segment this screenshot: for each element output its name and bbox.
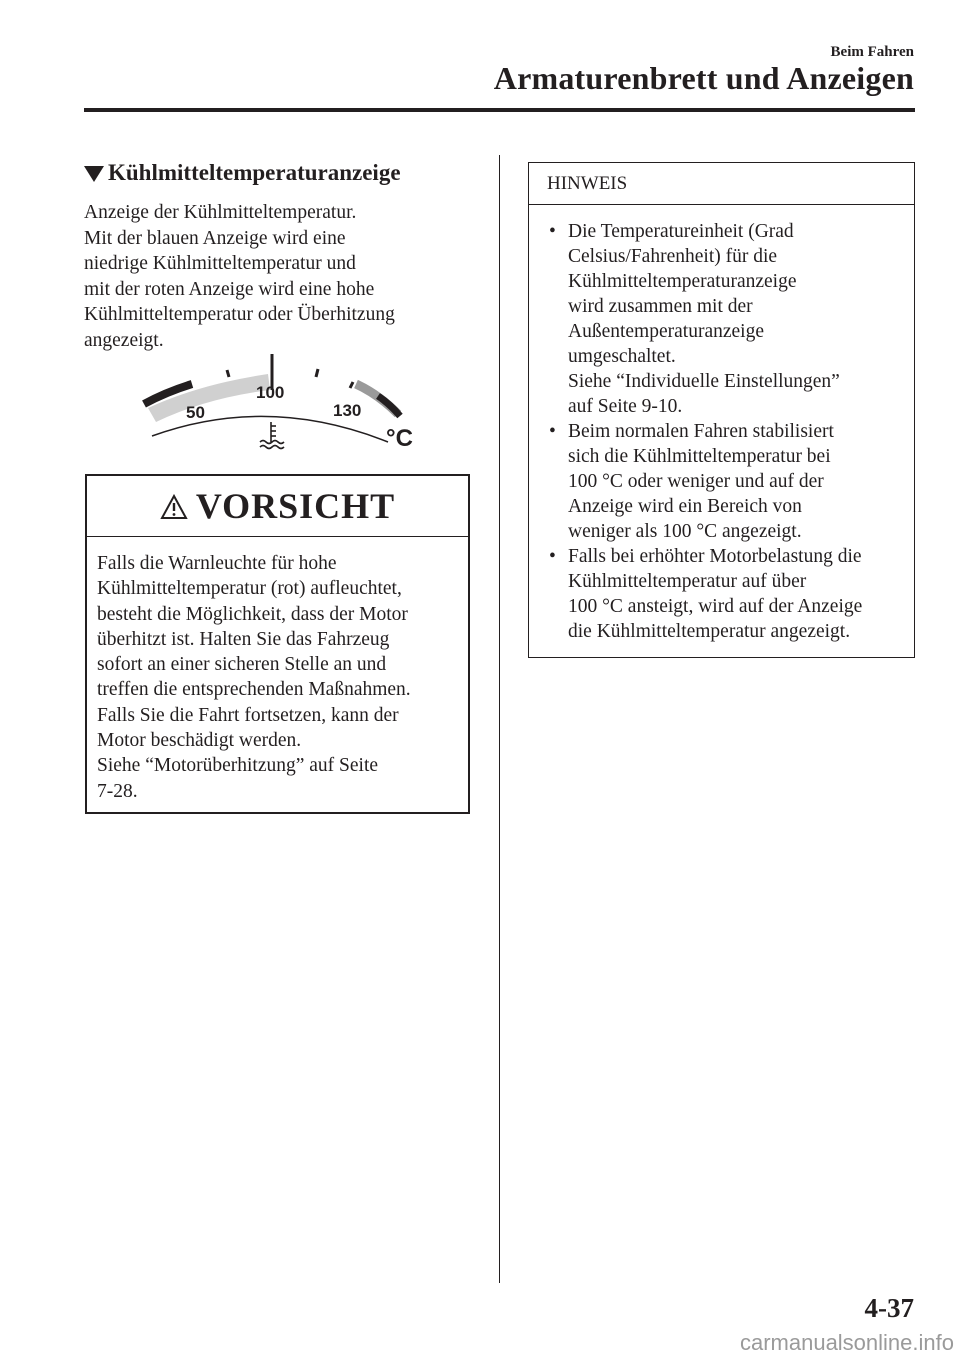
caution-text xyxy=(87,537,468,804)
note-body xyxy=(529,205,914,644)
note-line: auf Seite 9-10. xyxy=(568,396,683,417)
column-divider xyxy=(499,155,500,1283)
gauge-tick xyxy=(350,382,353,388)
note-box xyxy=(528,162,915,658)
caution-header xyxy=(87,476,468,537)
note-item xyxy=(539,419,914,544)
coolant-temperature-icon xyxy=(260,422,284,449)
body-line: Anzeige der Kühlmitteltemperatur. xyxy=(84,202,357,223)
caution-line: Siehe “Motorüberhitzung” auf Seite xyxy=(97,755,379,777)
section-title: Kühlmitteltemperaturanzeige xyxy=(108,160,401,185)
note-line: die Kühlmitteltemperatur angezeigt. xyxy=(568,621,851,642)
gauge-unit: °C xyxy=(386,425,413,452)
body-line: Mit der blauen Anzeige wird eine xyxy=(84,227,346,249)
note-line: sich die Kühlmitteltemperatur bei xyxy=(568,446,831,467)
coolant-temperature-gauge xyxy=(140,350,430,460)
section-marker-icon xyxy=(84,166,104,182)
caution-title: VORSICHT xyxy=(195,486,396,526)
warning-triangle-icon xyxy=(160,494,188,520)
note-line: Die Temperatureinheit (Grad xyxy=(568,221,794,242)
bullet-icon: • xyxy=(549,421,556,442)
caution-line: Kühlmitteltemperatur (rot) aufleuchtet, xyxy=(97,578,402,600)
note-item xyxy=(539,544,914,644)
section-body xyxy=(84,200,484,353)
running-header-chapter: Armaturenbrett und Anzeigen xyxy=(493,60,914,96)
caution-line: Falls die Warnleuchte für hohe xyxy=(97,553,337,574)
gauge-band-normal xyxy=(148,374,270,422)
note-line: 100 °C oder weniger und auf der xyxy=(568,471,824,492)
running-header-section: Beim Fahren xyxy=(830,44,914,60)
note-line: umgeschaltet. xyxy=(568,346,676,367)
gauge-label-130: 130 xyxy=(333,401,362,420)
note-item xyxy=(539,219,914,419)
body-line: angezeigt. xyxy=(84,329,164,351)
body-line: niedrige Kühlmitteltemperatur und xyxy=(84,253,356,274)
gauge-hot-segment xyxy=(378,396,400,416)
note-line: weniger als 100 °C angezeigt. xyxy=(568,521,802,542)
caution-line: 7-28. xyxy=(97,780,138,802)
bullet-icon: • xyxy=(549,221,556,242)
caution-box xyxy=(85,474,470,814)
caution-line: überhitzt ist. Halten Sie das Fahrzeug xyxy=(97,628,390,650)
note-line: 100 °C ansteigt, wird auf der Anzeige xyxy=(568,596,863,617)
caution-line: Falls Sie die Fahrt fortsetzen, kann der xyxy=(97,704,399,726)
caution-line: besteht die Möglichkeit, dass der Motor xyxy=(97,603,408,625)
gauge-label-100: 100 xyxy=(256,383,285,402)
note-line: Anzeige wird ein Bereich von xyxy=(568,496,802,517)
note-line: Celsius/Fahrenheit) für die xyxy=(568,246,778,267)
note-line: Falls bei erhöhter Motorbelastung die xyxy=(568,546,862,567)
caution-line: sofort an einer sicheren Stelle an und xyxy=(97,654,387,676)
section-heading xyxy=(84,160,401,186)
note-title: HINWEIS xyxy=(529,163,914,205)
note-line: wird zusammen mit der xyxy=(568,296,753,317)
body-line: mit der roten Anzeige wird eine hohe xyxy=(84,278,375,300)
note-line: Außentemperaturanzeige xyxy=(568,321,764,342)
caution-line: Motor beschädigt werden. xyxy=(97,730,302,752)
note-line: Kühlmitteltemperatur auf über xyxy=(568,571,807,592)
note-line: Beim normalen Fahren stabilisiert xyxy=(568,421,834,442)
gauge-label-50: 50 xyxy=(186,403,205,422)
note-line: Kühlmitteltemperaturanzeige xyxy=(568,271,797,292)
caution-line: treffen die entsprechenden Maßnahmen. xyxy=(97,679,411,701)
watermark: carmanualsonline.info xyxy=(739,1330,954,1355)
note-line: Siehe “Individuelle Einstellungen” xyxy=(568,371,840,392)
gauge-tick xyxy=(227,370,229,377)
gauge-tick xyxy=(316,369,318,377)
bullet-icon: • xyxy=(549,546,556,567)
page-number: 4-37 xyxy=(864,1293,914,1323)
body-line: Kühlmitteltemperatur oder Überhitzung xyxy=(84,304,395,325)
header-rule xyxy=(84,108,915,112)
